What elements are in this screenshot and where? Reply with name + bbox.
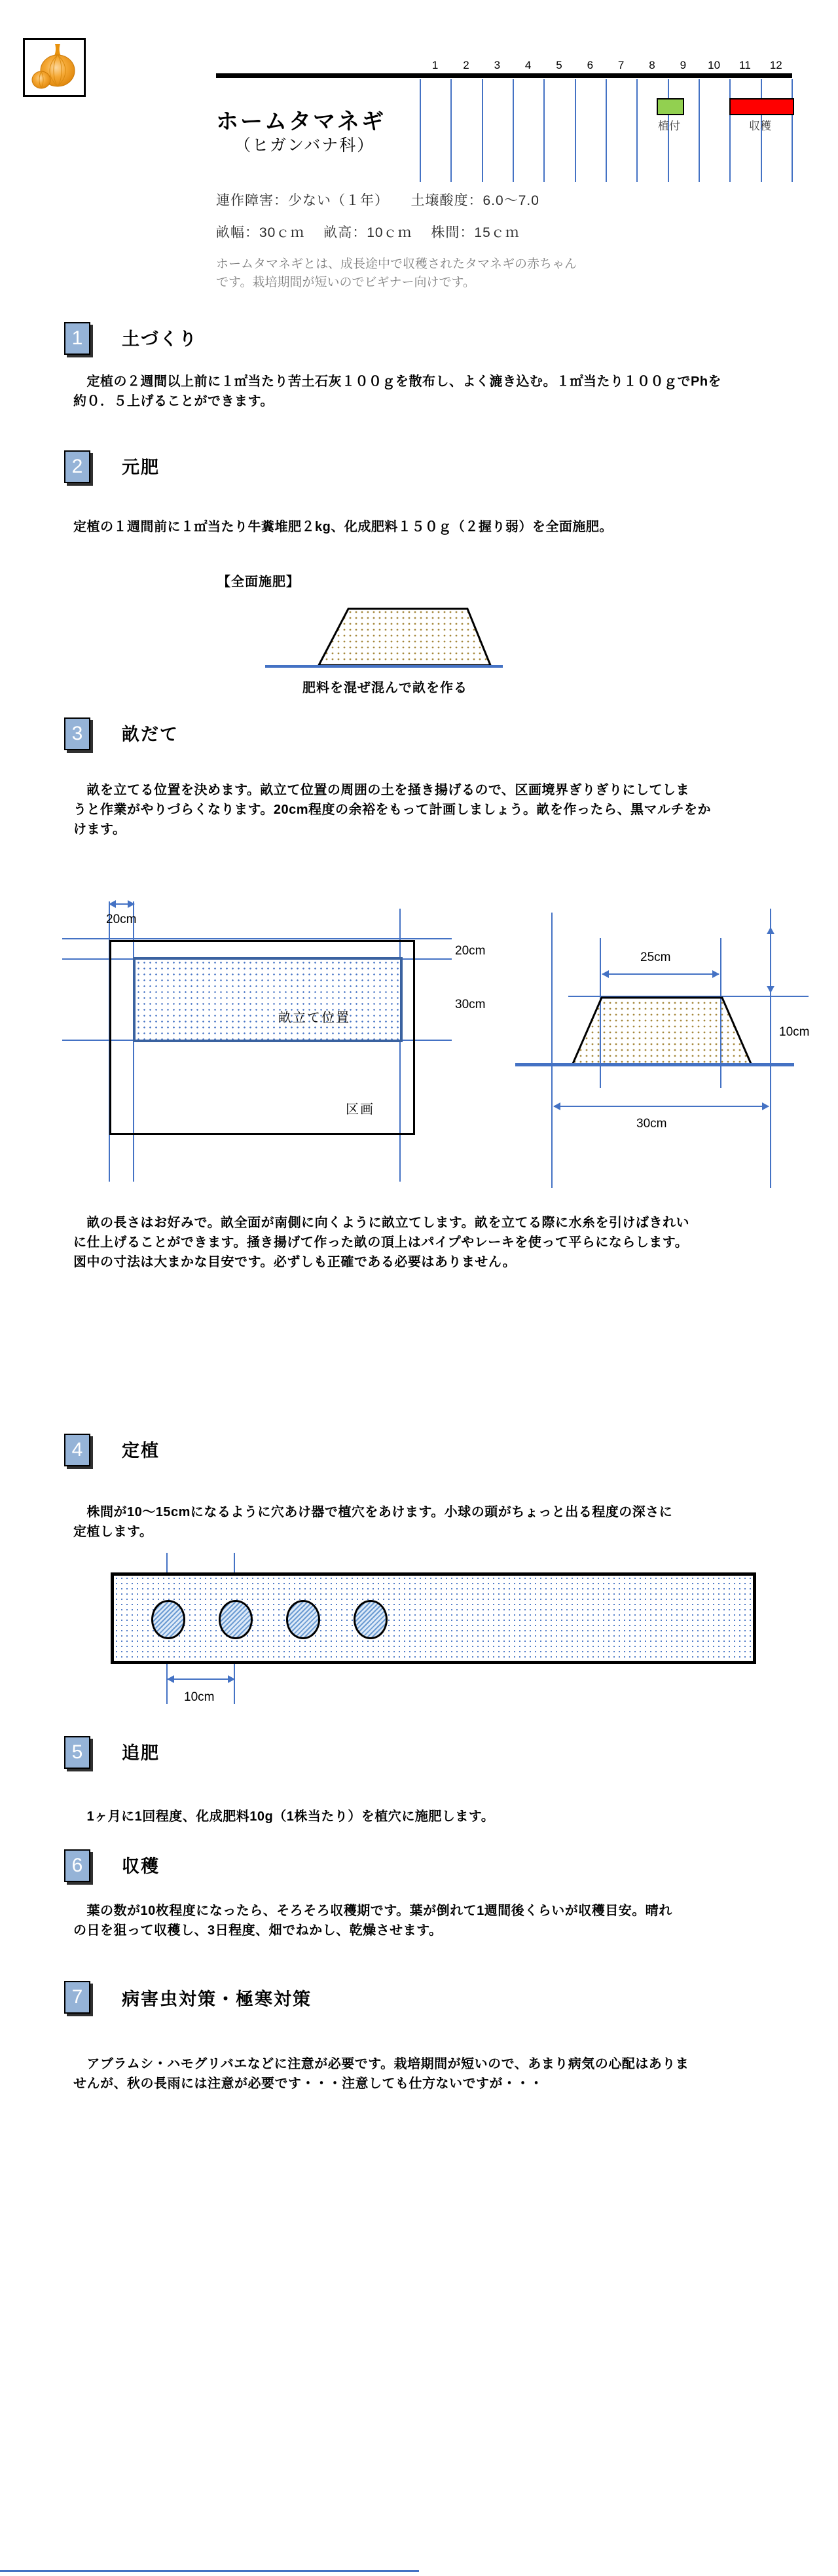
section-number-4: 4 [64, 1434, 90, 1466]
ridge-cross-section-diagram [562, 990, 758, 1068]
ridge-position-rect [133, 957, 403, 1042]
dimension-arrow-hole-spacing [168, 1678, 234, 1680]
body-text-line: 図中の寸法は大まかな目安です。必ずしも正確である必要はありません。 [73, 1255, 517, 1269]
calendar-gridline [575, 79, 576, 182]
body-text-line: アブラムシ・ハモグリバエなどに注意が必要です。栽培期間が短いので、あまり病気の心配はありま [73, 2057, 689, 2071]
section-title-ridging: 畝だて [122, 725, 179, 744]
section-title-planting: 定植 [122, 1441, 160, 1460]
plot-label: 区画 [346, 1102, 374, 1117]
plan-ridge-width-dimension: 30cm [455, 998, 486, 1011]
calendar-gridline [450, 79, 452, 182]
body-text-line: けます。 [73, 822, 126, 837]
planting-bed-rect [111, 1572, 756, 1664]
body-text-line: 定植の１週間前に１㎡当たり牛糞堆肥２kg、化成肥料１５０ｇ（２握り弱）を全面施肥。 [73, 520, 613, 534]
cross-construction-line [551, 913, 553, 1188]
planting-hole [354, 1600, 388, 1639]
onion-photo-frame [23, 38, 86, 97]
ridge-position-label: 畝立て位置 [278, 1011, 350, 1025]
section-number-6: 6 [64, 1849, 90, 1882]
planting-period-box [657, 98, 684, 115]
dimension-arrow-margin [109, 903, 134, 905]
section-number-2: 2 [64, 450, 90, 483]
calendar-month-label: 6 [587, 59, 594, 71]
bottom-border-line [0, 2570, 419, 2572]
body-text-line: の日を狙って収穫し、3日程度、畑でねかし、乾燥させます。 [73, 1923, 443, 1938]
calendar-axis-bar [216, 73, 792, 78]
plan-margin-dimension: 20cm [106, 913, 137, 926]
page-subtitle: （ヒガンバナ科） [234, 136, 375, 154]
calendar-month-label: 3 [494, 59, 501, 71]
calendar-gridline [482, 79, 483, 182]
dimension-arrow-base-width [554, 1106, 769, 1107]
body-text-line: 定植します。 [73, 1525, 153, 1539]
calendar-gridline [792, 79, 793, 182]
body-text-line: 1ヶ月に1回程度、化成肥料10g（1株当たり）を植穴に施肥します。 [73, 1809, 495, 1824]
calendar-gridline [420, 79, 421, 182]
section-title-pest-control: 病害虫対策・極寒対策 [122, 1989, 312, 2009]
body-text-line: に仕上げることができます。掻き揚げて作った畝の頂上はパイプやレーキを使って平らにならします。 [73, 1235, 689, 1250]
calendar-month-label: 12 [769, 59, 782, 71]
page-title: ホームタマネギ [216, 109, 386, 134]
calendar-gridline [513, 79, 514, 182]
calendar-month-label: 5 [556, 59, 562, 71]
body-text-line: 畝の長さはお好みで。畝全面が南側に向くように畝立てします。畝を立てる際に水糸を引けばきれい [73, 1216, 689, 1230]
section-title-harvest: 収穫 [122, 1857, 160, 1876]
planting-hole [151, 1600, 185, 1639]
section-title-topdressing: 追肥 [122, 1743, 160, 1763]
fertilizer-diagram-caption: 肥料を混ぜ混んで畝を作る [302, 681, 467, 695]
section-number-1: 1 [64, 322, 90, 355]
ground-baseline [515, 1063, 794, 1066]
rotation-and-soil-info: 連作障害：少ない（１年） 土壌酸度：6.0～7.0 [216, 193, 539, 208]
section-number-3: 3 [64, 717, 90, 750]
calendar-month-label: 11 [739, 59, 751, 71]
body-text-line: 約０．５上げることができます。 [73, 394, 274, 408]
calendar-month-label: 7 [617, 59, 625, 71]
calendar-month-label: 8 [649, 59, 655, 71]
calendar-gridline [543, 79, 545, 182]
calendar-gridline [606, 79, 607, 182]
intro-text-line: です。栽培期間が短いのでビギナー向けです。 [216, 276, 475, 289]
calendar-month-label: 9 [680, 59, 687, 71]
fertilizer-diagram-label: 【全面施肥】 [217, 575, 300, 589]
cross-height-dimension: 10cm [779, 1025, 810, 1039]
cross-top-width-dimension: 25cm [640, 951, 671, 964]
calendar-month-label: 1 [431, 59, 439, 71]
onion-illustration [25, 40, 80, 91]
planting-hole [219, 1600, 253, 1639]
body-text-line: 葉の数が10枚程度になったら、そろそろ収穫期です。葉が倒れて1週間後くらいが収穫目安。晴れ [73, 1904, 672, 1918]
harvest-period-box [729, 98, 794, 115]
section-title-base-fertilizer: 元肥 [122, 458, 160, 477]
calendar-gridline [636, 79, 638, 182]
body-text-line: 定植の２週間以上前に１㎡当たり苦土石灰１００ｇを散布し、よく漉き込む。１㎡当たり１００ｇでPhを [73, 374, 722, 389]
plan-right-margin-dimension: 20cm [455, 944, 486, 958]
calendar-gridline [699, 79, 700, 182]
plan-construction-line [62, 938, 452, 939]
hole-spacing-dimension: 10cm [184, 1690, 215, 1704]
calendar-month-label: 10 [708, 59, 721, 71]
section-number-7: 7 [64, 1981, 90, 2014]
body-text-line: うと作業がやりづらくなります。20cm程度の余裕をもって計画しましょう。畝を作ったら、黒マルチをか [73, 803, 712, 817]
section-number-5: 5 [64, 1736, 90, 1769]
dimension-arrow-height [770, 928, 771, 992]
planting-hole [286, 1600, 320, 1639]
fertilizer-ridge-diagram [261, 599, 507, 671]
planting-period-label: 植付 [658, 120, 680, 132]
dimension-arrow-top-width [602, 973, 719, 975]
cross-base-width-dimension: 30cm [636, 1117, 667, 1131]
harvest-period-label: 収穫 [749, 120, 771, 132]
calendar-month-label: 4 [524, 59, 532, 71]
intro-text-line: ホームタマネギとは、成長途中で収穫されたタマネギの赤ちゃん [216, 257, 577, 271]
body-text-line: 畝を立てる位置を決めます。畝立て位置の周囲の土を掻き揚げるので、区画境界ぎりぎりにしてしま [73, 783, 689, 797]
calendar-month-label: 2 [463, 59, 469, 71]
section-title-soil: 土づくり [122, 329, 198, 349]
calendar-gridline [729, 79, 731, 182]
body-text-line: せんが、秋の長雨には注意が必要です・・・注意しても仕方ないですが・・・ [73, 2077, 543, 2091]
ridge-spec-info: 畝幅：30ｃｍ 畝高：10ｃｍ 株間：15ｃｍ [216, 225, 520, 240]
body-text-line: 株間が10～15cmになるように穴あけ器で植穴をあけます。小球の頭がちょっと出る程度の深さに [73, 1505, 673, 1519]
